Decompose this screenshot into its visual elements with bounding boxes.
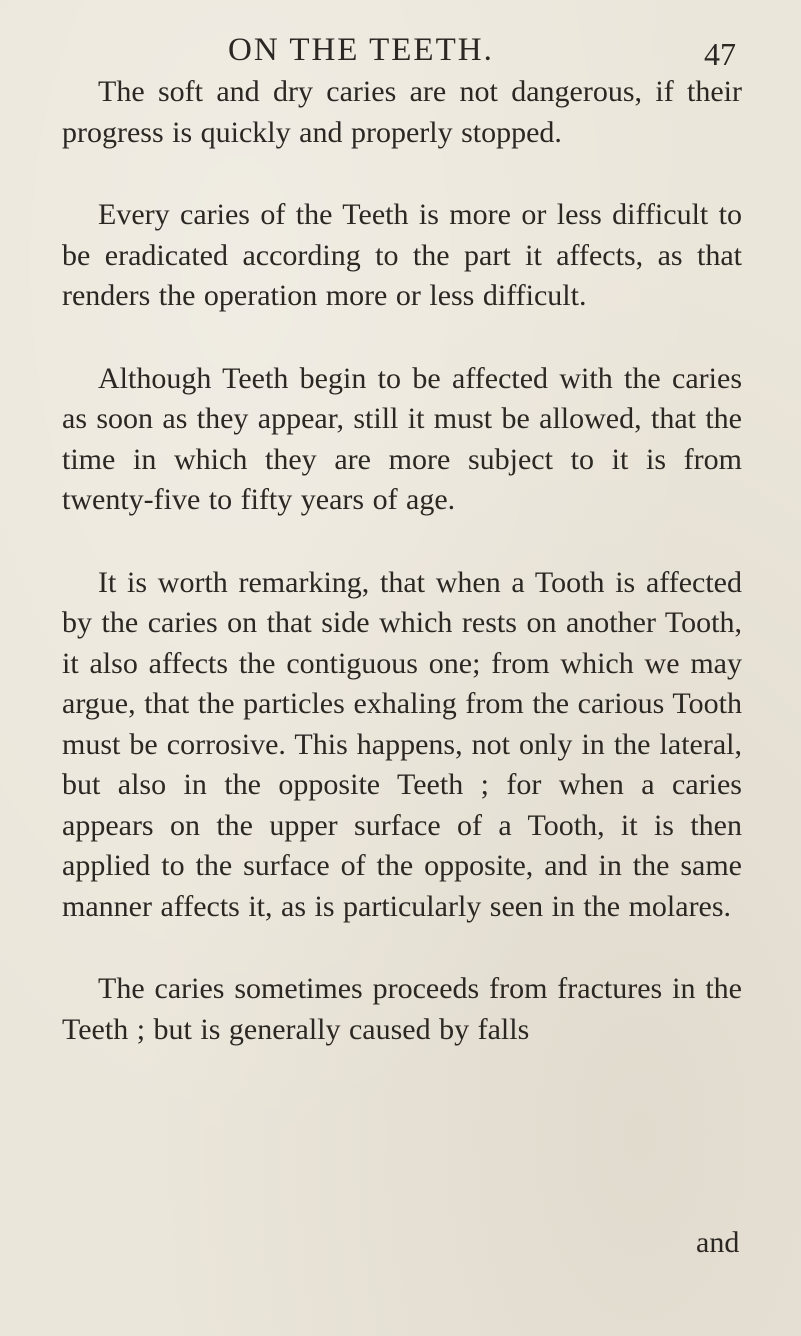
paragraph-5: The caries sometimes proceeds from fractures in the Teeth ; but is generally caused by falls [62, 972, 742, 1046]
paragraph-4: It is worth remarking, that when a Tooth is affected by the caries on that side which rests on another Tooth, it also affects the contiguous one; from which we may argue, that the particles exhaling from the carious Tooth must be corrosive. This happens, not only in the lateral, but also in the opposite Teeth ; for when a caries appears on the upper surface of a Tooth, it is then applied to the surface of the opposite, and in the same manner affects it, as is particularly seen in the molares. [62, 565, 742, 923]
paragraph-2: Every caries of the Teeth is more or less difficult to be eradicated according to the part it affects, as that renders the operation more or less difficult. [62, 198, 742, 312]
paragraph-3: Although Teeth begin to be affected with the caries as soon as they appear, still it must be allowed, that the time in which they are more subject to it is from twenty-five to fifty years of age. [62, 361, 742, 516]
page-number: 47 [704, 36, 736, 72]
catchword: and [696, 1226, 740, 1259]
body-text [62, 72, 742, 1092]
paragraph-1: The soft and dry caries are not dangerous, if their progress is quickly and properly stopped. [62, 75, 742, 149]
running-title: ON THE TEETH. [228, 32, 494, 68]
